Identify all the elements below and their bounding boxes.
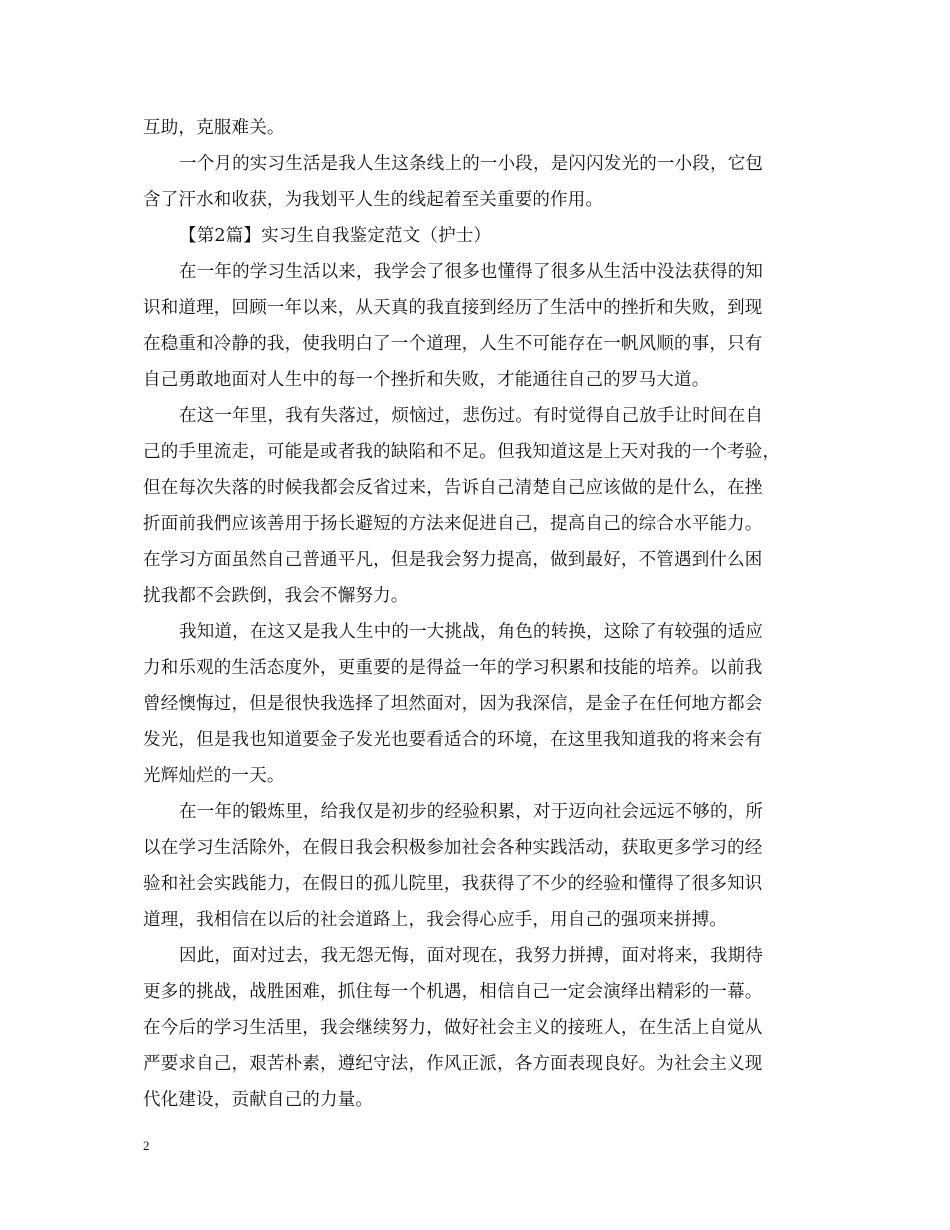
section-heading: 【第2篇】实习生自我鉴定范文（护士） bbox=[179, 226, 492, 246]
text-line: 折面前我們应该善用于扬长避短的方法来促进自己，提高自己的综合水平能力。 bbox=[143, 514, 763, 534]
text-line: 代化建设，贡献自己的力量。 bbox=[143, 1090, 374, 1110]
paragraph-first-line: 一个月的实习生活是我人生这条线上的一小段，是闪闪发光的一小段，它包 bbox=[179, 154, 764, 174]
text-line: 扰我都不会跌倒，我会不懈努力。 bbox=[143, 586, 409, 606]
text-line: 道理，我相信在以后的社会道路上，我会得心应手，用自己的强项来拼搏。 bbox=[143, 910, 728, 930]
paragraph-first-line: 我知道，在这又是我人生中的一大挑战，角色的转换，这除了有较强的适应 bbox=[179, 622, 764, 642]
paragraph-first-line: 因此，面对过去，我无怨无悔，面对现在，我努力拼搏，面对将来，我期待 bbox=[179, 946, 764, 966]
paragraph-first-line: 在这一年里，我有失落过，烦恼过，悲伤过。有时觉得自己放手让时间在自 bbox=[179, 406, 764, 426]
text-line: 发光，但是我也知道要金子发光也要看适合的环境，在这里我知道我的将来会有 bbox=[143, 730, 763, 750]
text-line: 识和道理，回顾一年以来，从天真的我直接到经历了生活中的挫折和失败，到现 bbox=[143, 298, 763, 318]
text-line: 光辉灿烂的一天。 bbox=[143, 766, 285, 786]
text-line: 在学习方面虽然自己普通平凡，但是我会努力提高，做到最好，不管遇到什么困 bbox=[143, 550, 763, 570]
text-line: 互助，克服难关。 bbox=[143, 118, 285, 138]
text-line: 在今后的学习生活里，我会继续努力，做好社会主义的接班人，在生活上自觉从 bbox=[143, 1018, 763, 1038]
page-number: 2 bbox=[143, 1138, 150, 1153]
text-line: 以在学习生活除外，在假日我会积极参加社会各种实践活动，获取更多学习的经 bbox=[143, 838, 763, 858]
text-line: 但在每次失落的时候我都会反省过来，告诉自己清楚自己应该做的是什么，在挫 bbox=[143, 478, 763, 498]
text-line: 曾经懊悔过，但是很快我选择了坦然面对，因为我深信，是金子在任何地方都会 bbox=[143, 694, 763, 714]
paragraph-first-line: 在一年的学习生活以来，我学会了很多也懂得了很多从生活中没法获得的知 bbox=[179, 262, 764, 282]
text-line: 验和社会实践能力，在假日的孤儿院里，我获得了不少的经验和懂得了很多知识 bbox=[143, 874, 763, 894]
text-line: 力和乐观的生活态度外，更重要的是得益一年的学习积累和技能的培养。以前我 bbox=[143, 658, 763, 678]
text-line: 己的手里流走，可能是或者我的缺陷和不足。但我知道这是上天对我的一个考验， bbox=[143, 442, 781, 462]
text-line: 自己勇敢地面对人生中的每一个挫折和失败，才能通往自己的罗马大道。 bbox=[143, 370, 710, 390]
text-line: 严要求自己，艰苦朴素，遵纪守法，作风正派，各方面表现良好。为社会主义现 bbox=[143, 1054, 763, 1074]
text-line: 在稳重和冷静的我，使我明白了一个道理，人生不可能存在一帆风顺的事，只有 bbox=[143, 334, 763, 354]
text-line: 含了汗水和收获，为我划平人生的线起着至关重要的作用。 bbox=[143, 190, 604, 210]
paragraph-first-line: 在一年的锻炼里，给我仅是初步的经验积累，对于迈向社会远远不够的，所 bbox=[179, 802, 764, 822]
text-line: 更多的挑战，战胜困难，抓住每一个机遇，相信自己一定会演绎出精彩的一幕。 bbox=[143, 982, 763, 1002]
